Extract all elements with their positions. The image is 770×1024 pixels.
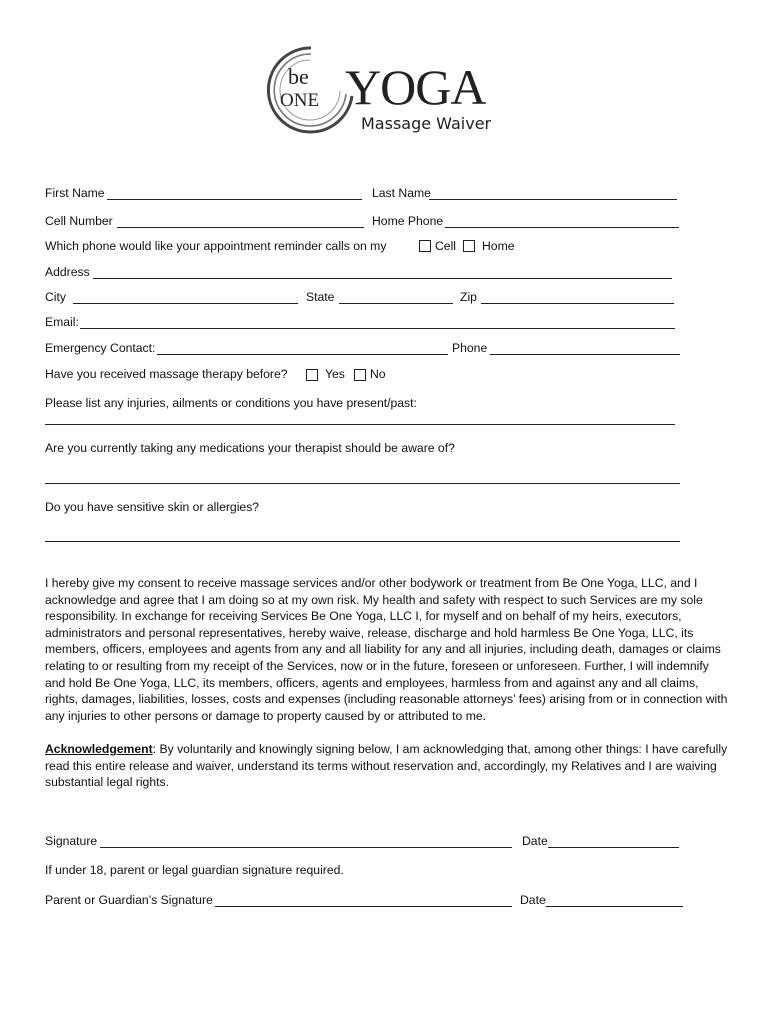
be-one-logo (266, 44, 356, 136)
zip-field[interactable] (481, 303, 674, 304)
state-field[interactable] (339, 303, 453, 304)
logo-one-text: ONE (280, 90, 320, 111)
medications-answer-field[interactable] (45, 483, 680, 484)
signature-field[interactable] (100, 847, 512, 848)
cell-number-label: Cell Number (45, 214, 113, 228)
email-label: Email: (45, 315, 79, 329)
reminder-cell-label: Cell (435, 239, 456, 253)
first-name-label: First Name (45, 186, 105, 200)
massage-before-question: Have you received massage therapy before? (45, 367, 288, 381)
address-label: Address (45, 265, 90, 279)
home-phone-field[interactable] (445, 227, 679, 228)
emergency-contact-field[interactable] (157, 354, 448, 355)
address-field[interactable] (93, 278, 672, 279)
logo-yoga-word: YOGA (345, 59, 486, 115)
medications-question: Are you currently taking any medications your therapist should be aware of? (45, 441, 455, 455)
under-18-note: If under 18, parent or legal guardian signature required. (45, 863, 344, 877)
signature-label: Signature (45, 834, 98, 848)
skin-allergies-question: Do you have sensitive skin or allergies? (45, 500, 260, 514)
cell-number-field[interactable] (117, 227, 364, 228)
acknowledgement-paragraph (45, 741, 729, 791)
home-phone-label: Home Phone (372, 214, 444, 228)
consent-paragraph: I hereby give my consent to receive massage services and/or other bodywork or treatment from Be One Yoga, LLC, and I acknowledge and agree that I am doing so at my own risk. My health and safety with respect to such Services are my sole responsibility. In exchange for receiving Services Be One Yoga, LLC I, for myself and on behalf of my heirs, executors, administrators and personal representatives, hereby waive, release, discharge and hold harmless Be One Yoga, LLC, its members, officers, employees and agents from any and all liability for any and all injuries, including death, damages or claims relating to or resulting from my receipt of the Services, now or in the future, foreseen or unforeseen. Further, I will indemnify and hold Be One Yoga, LLC, its members, officers, agents and employees, harmless from and against any and all claims, rights, damages, liabilities, losses, costs and expenses (including reasonable attorneys’ fees) arising from or in connection with any injuries to other persons or damage to property caused by or attributed to me. (45, 576, 728, 723)
emergency-contact-label: Emergency Contact: (45, 341, 156, 355)
city-field[interactable] (73, 303, 298, 304)
state-label: State (306, 290, 335, 304)
acknowledgement-label: Acknowledgement (45, 742, 153, 756)
form-title: Massage Waiver (361, 114, 492, 133)
acknowledgement-text: : By voluntarily and knowingly signing below, I am acknowledging that, among other things: I have carefully read this entire release and waiver, understand its terms without reservation and, accordingly, my Relatives and I are waiving substantial legal rights. (45, 742, 728, 790)
last-name-label: Last Name (372, 186, 431, 200)
skin-allergies-answer-field[interactable] (45, 541, 680, 542)
last-name-field[interactable] (429, 199, 677, 200)
reminder-home-checkbox[interactable] (463, 240, 475, 252)
email-field[interactable] (80, 328, 675, 329)
zip-label: Zip (460, 290, 477, 304)
signature-date-field[interactable] (548, 847, 679, 848)
injuries-question: Please list any injuries, ailments or conditions you have present/past: (45, 396, 417, 410)
massage-no-checkbox[interactable] (354, 369, 366, 381)
injuries-answer-field[interactable] (45, 424, 675, 425)
signature-date-label: Date (522, 834, 548, 848)
city-label: City (45, 290, 66, 304)
massage-no-label: No (370, 367, 386, 381)
reminder-cell-checkbox[interactable] (419, 240, 431, 252)
guardian-signature-field[interactable] (215, 906, 512, 907)
guardian-date-field[interactable] (546, 906, 683, 907)
guardian-signature-label: Parent or Guardian’s Signature (45, 893, 213, 907)
emergency-phone-label: Phone (452, 341, 488, 355)
first-name-field[interactable] (107, 199, 362, 200)
reminder-home-label: Home (482, 239, 515, 253)
logo-be-text: be (288, 64, 309, 89)
guardian-date-label: Date (520, 893, 546, 907)
emergency-phone-field[interactable] (490, 354, 680, 355)
massage-yes-label: Yes (325, 367, 345, 381)
massage-yes-checkbox[interactable] (306, 369, 318, 381)
reminder-question: Which phone would like your appointment reminder calls on my (45, 239, 387, 253)
